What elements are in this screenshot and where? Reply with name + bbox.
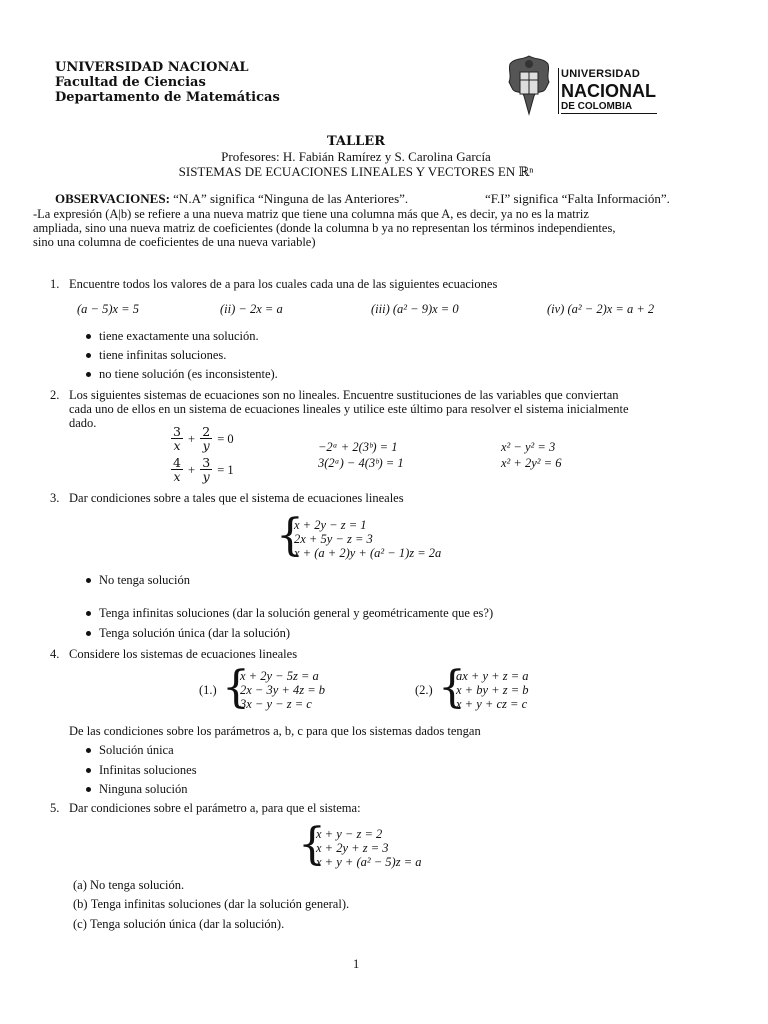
bullet-icon [86, 372, 91, 377]
q1-eq3: (iii) (a² − 9)x = 0 [371, 302, 459, 316]
q1-number: 1. [50, 277, 60, 291]
q3-bullet-3: Tenga solución única (dar la solución) [86, 626, 290, 641]
logo-line-2: NACIONAL [561, 81, 656, 101]
q5-eq-1: x + y − z = 2 [316, 827, 383, 841]
q5-brace: { [298, 819, 326, 870]
q5-number: 5. [50, 801, 60, 815]
q4-system-2-brace: { [438, 662, 466, 713]
q2-system-c-row-2: x² + 2y² = 6 [501, 456, 562, 470]
q1-eq2: (ii) − 2x = a [220, 302, 283, 316]
q4-number: 4. [50, 647, 60, 661]
q4-bullet-1: Solución única [86, 743, 174, 758]
q5-eq-3: x + y + (a² − 5)z = a [316, 855, 422, 869]
q5-item-c: (c) Tenga solución única (dar la solución). [73, 917, 285, 931]
q4-system-2-eq-1: ax + y + z = a [456, 669, 529, 683]
bullet-icon [86, 334, 91, 339]
q2-system-a-row-1: $\frac{3}{x}$ + $\frac{2}{y}$ = 0 [173, 424, 234, 453]
q3-eq-1: x + 2y − z = 1 [294, 518, 367, 532]
q3-text: Dar condiciones sobre a tales que el sistema de ecuaciones lineales [69, 491, 404, 505]
q3-bullet-2: Tenga infinitas soluciones (dar la solución general y geométricamente que es?) [86, 606, 493, 621]
q4-system-2-label: (2.) [415, 683, 433, 697]
q4-text-2: De las condiciones sobre los parámetros a, b, c para que los sistemas dados tengan [69, 724, 481, 738]
university-logo [506, 54, 656, 118]
coat-of-arms-icon [506, 54, 552, 116]
observations-line-3: ampliada, sino una nueva matriz de coeficientes (donde la columna b ya no representan los términos independientes, [33, 221, 616, 235]
bullet-icon [86, 611, 91, 616]
q4-system-2-eq-2: x + by + z = b [456, 683, 529, 697]
bullet-icon [86, 353, 91, 358]
q5-item-b: (b) Tenga infinitas soluciones (dar la solución general). [73, 897, 350, 911]
q4-system-1-eq-2: 2x − 3y + 4z = b [240, 683, 326, 697]
logo-line-1: UNIVERSIDAD [561, 68, 641, 80]
bullet-icon [86, 631, 91, 636]
observations-label: OBSERVACIONES: [55, 191, 170, 206]
q3-bullet-1: No tenga solución [86, 573, 190, 588]
q4-system-1-brace: { [222, 662, 250, 713]
bullet-icon [86, 768, 91, 773]
q1-text: Encuentre todos los valores de a para los cuales cada una de las siguientes ecuaciones [69, 277, 498, 291]
q2-system-a-row-2: $\frac{4}{x}$ + $\frac{3}{y}$ = 1 [173, 455, 234, 484]
q1-eq1: (a − 5)x = 5 [77, 302, 139, 316]
faculty-name: Facultad de Ciencias [55, 75, 206, 90]
q2-number: 2. [50, 388, 60, 402]
q3-number: 3. [50, 491, 60, 505]
q4-system-2-eq-3: x + y + cz = c [456, 697, 528, 711]
university-name: UNIVERSIDAD NACIONAL [55, 60, 249, 75]
q4-bullet-3: Ninguna solución [86, 782, 188, 797]
page-number: 1 [353, 957, 360, 971]
q4-system-1-label: (1.) [199, 683, 217, 697]
q3-eq-3: x + (a + 2)y + (a² − 1)z = 2a [294, 546, 442, 560]
q2-line-3: dado. [69, 416, 97, 430]
q1-bullet-2: tiene infinitas soluciones. [86, 348, 226, 363]
q3-eq-2: 2x + 5y − z = 3 [294, 532, 373, 546]
department-name: Departamento de Matemáticas [55, 90, 280, 105]
bullet-icon [86, 578, 91, 583]
q2-system-c-row-1: x² − y² = 3 [501, 440, 556, 454]
q3-brace: { [276, 510, 304, 561]
subject: SISTEMAS DE ECUACIONES LINEALES Y VECTORES EN ℝⁿ [178, 164, 534, 179]
q2-system-b-row-2: 3(2ᵃ) − 4(3ᵇ) = 1 [318, 456, 404, 470]
q4-system-1-eq-1: x + 2y − 5z = a [240, 669, 319, 683]
q5-eq-2: x + 2y + z = 3 [316, 841, 389, 855]
q4-bullet-2: Infinitas soluciones [86, 763, 197, 778]
q2-system-b-row-1: −2ᵃ + 2(3ᵇ) = 1 [318, 440, 398, 454]
q2-line-2: cada uno de ellos en un sistema de ecuaciones lineales y utilice este último para resolver el sistema inicialmente [69, 402, 629, 416]
q5-item-a: (a) No tenga solución. [73, 878, 185, 892]
q4-system-1-eq-3: 3x − y − z = c [240, 697, 312, 711]
observations-na: “N.A” significa “Ninguna de las Anteriores”. [173, 191, 409, 206]
q1-bullet-3: no tiene solución (es inconsistente). [86, 367, 278, 382]
q2-line-1: Los siguientes sistemas de ecuaciones son no lineales. Encuentre sustituciones de las variables que conviertan [69, 388, 619, 402]
q5-text: Dar condiciones sobre el parámetro a, para que el sistema: [69, 801, 361, 815]
observations-line-2: -La expresión (A|b) se refiere a una nueva matriz que tiene una columna más que A, es decir, ya no es la matriz [33, 207, 589, 221]
q4-text: Considere los sistemas de ecuaciones lineales [69, 647, 298, 661]
observations-line-1 [55, 191, 408, 207]
observations-fi: “F.I” significa “Falta Información”. [485, 191, 670, 206]
page-title: TALLER [326, 134, 386, 149]
observations-line-4: sino una columna de coeficientes de una nueva variable) [33, 235, 316, 249]
logo-line-3: DE COLOMBIA [561, 101, 633, 112]
q1-bullet-1: tiene exactamente una solución. [86, 329, 259, 344]
bullet-icon [86, 787, 91, 792]
bullet-icon [86, 748, 91, 753]
q1-eq4: (iv) (a² − 2)x = a + 2 [547, 302, 655, 316]
professors: Profesores: H. Fabián Ramírez y S. Carolina García [221, 149, 491, 164]
